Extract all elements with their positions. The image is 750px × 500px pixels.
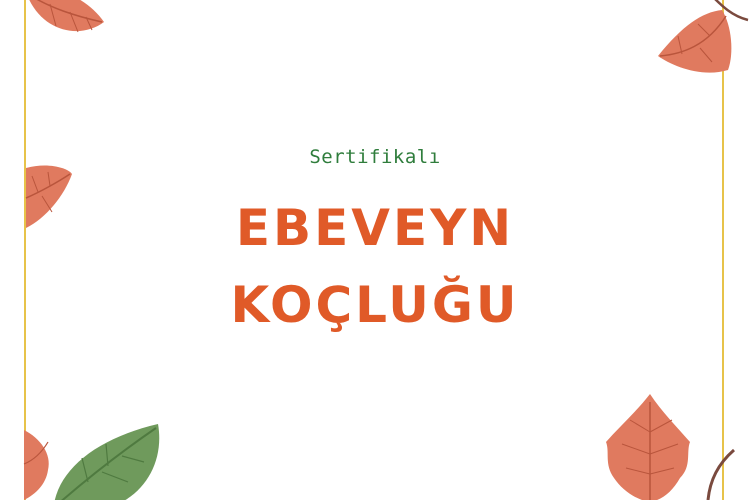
leaf-top-left-icon bbox=[20, 0, 110, 40]
stem-bottom-right-icon bbox=[700, 440, 740, 500]
green-leaf-icon bbox=[48, 418, 168, 500]
subtitle: Sertifikalı bbox=[309, 146, 441, 168]
title-line-1: EBEVEYN bbox=[235, 199, 515, 257]
leaf-top-right-icon bbox=[652, 0, 750, 80]
leaf-bottom-right-icon bbox=[602, 392, 698, 500]
title-line-2: KOÇLUĞU bbox=[230, 276, 520, 334]
